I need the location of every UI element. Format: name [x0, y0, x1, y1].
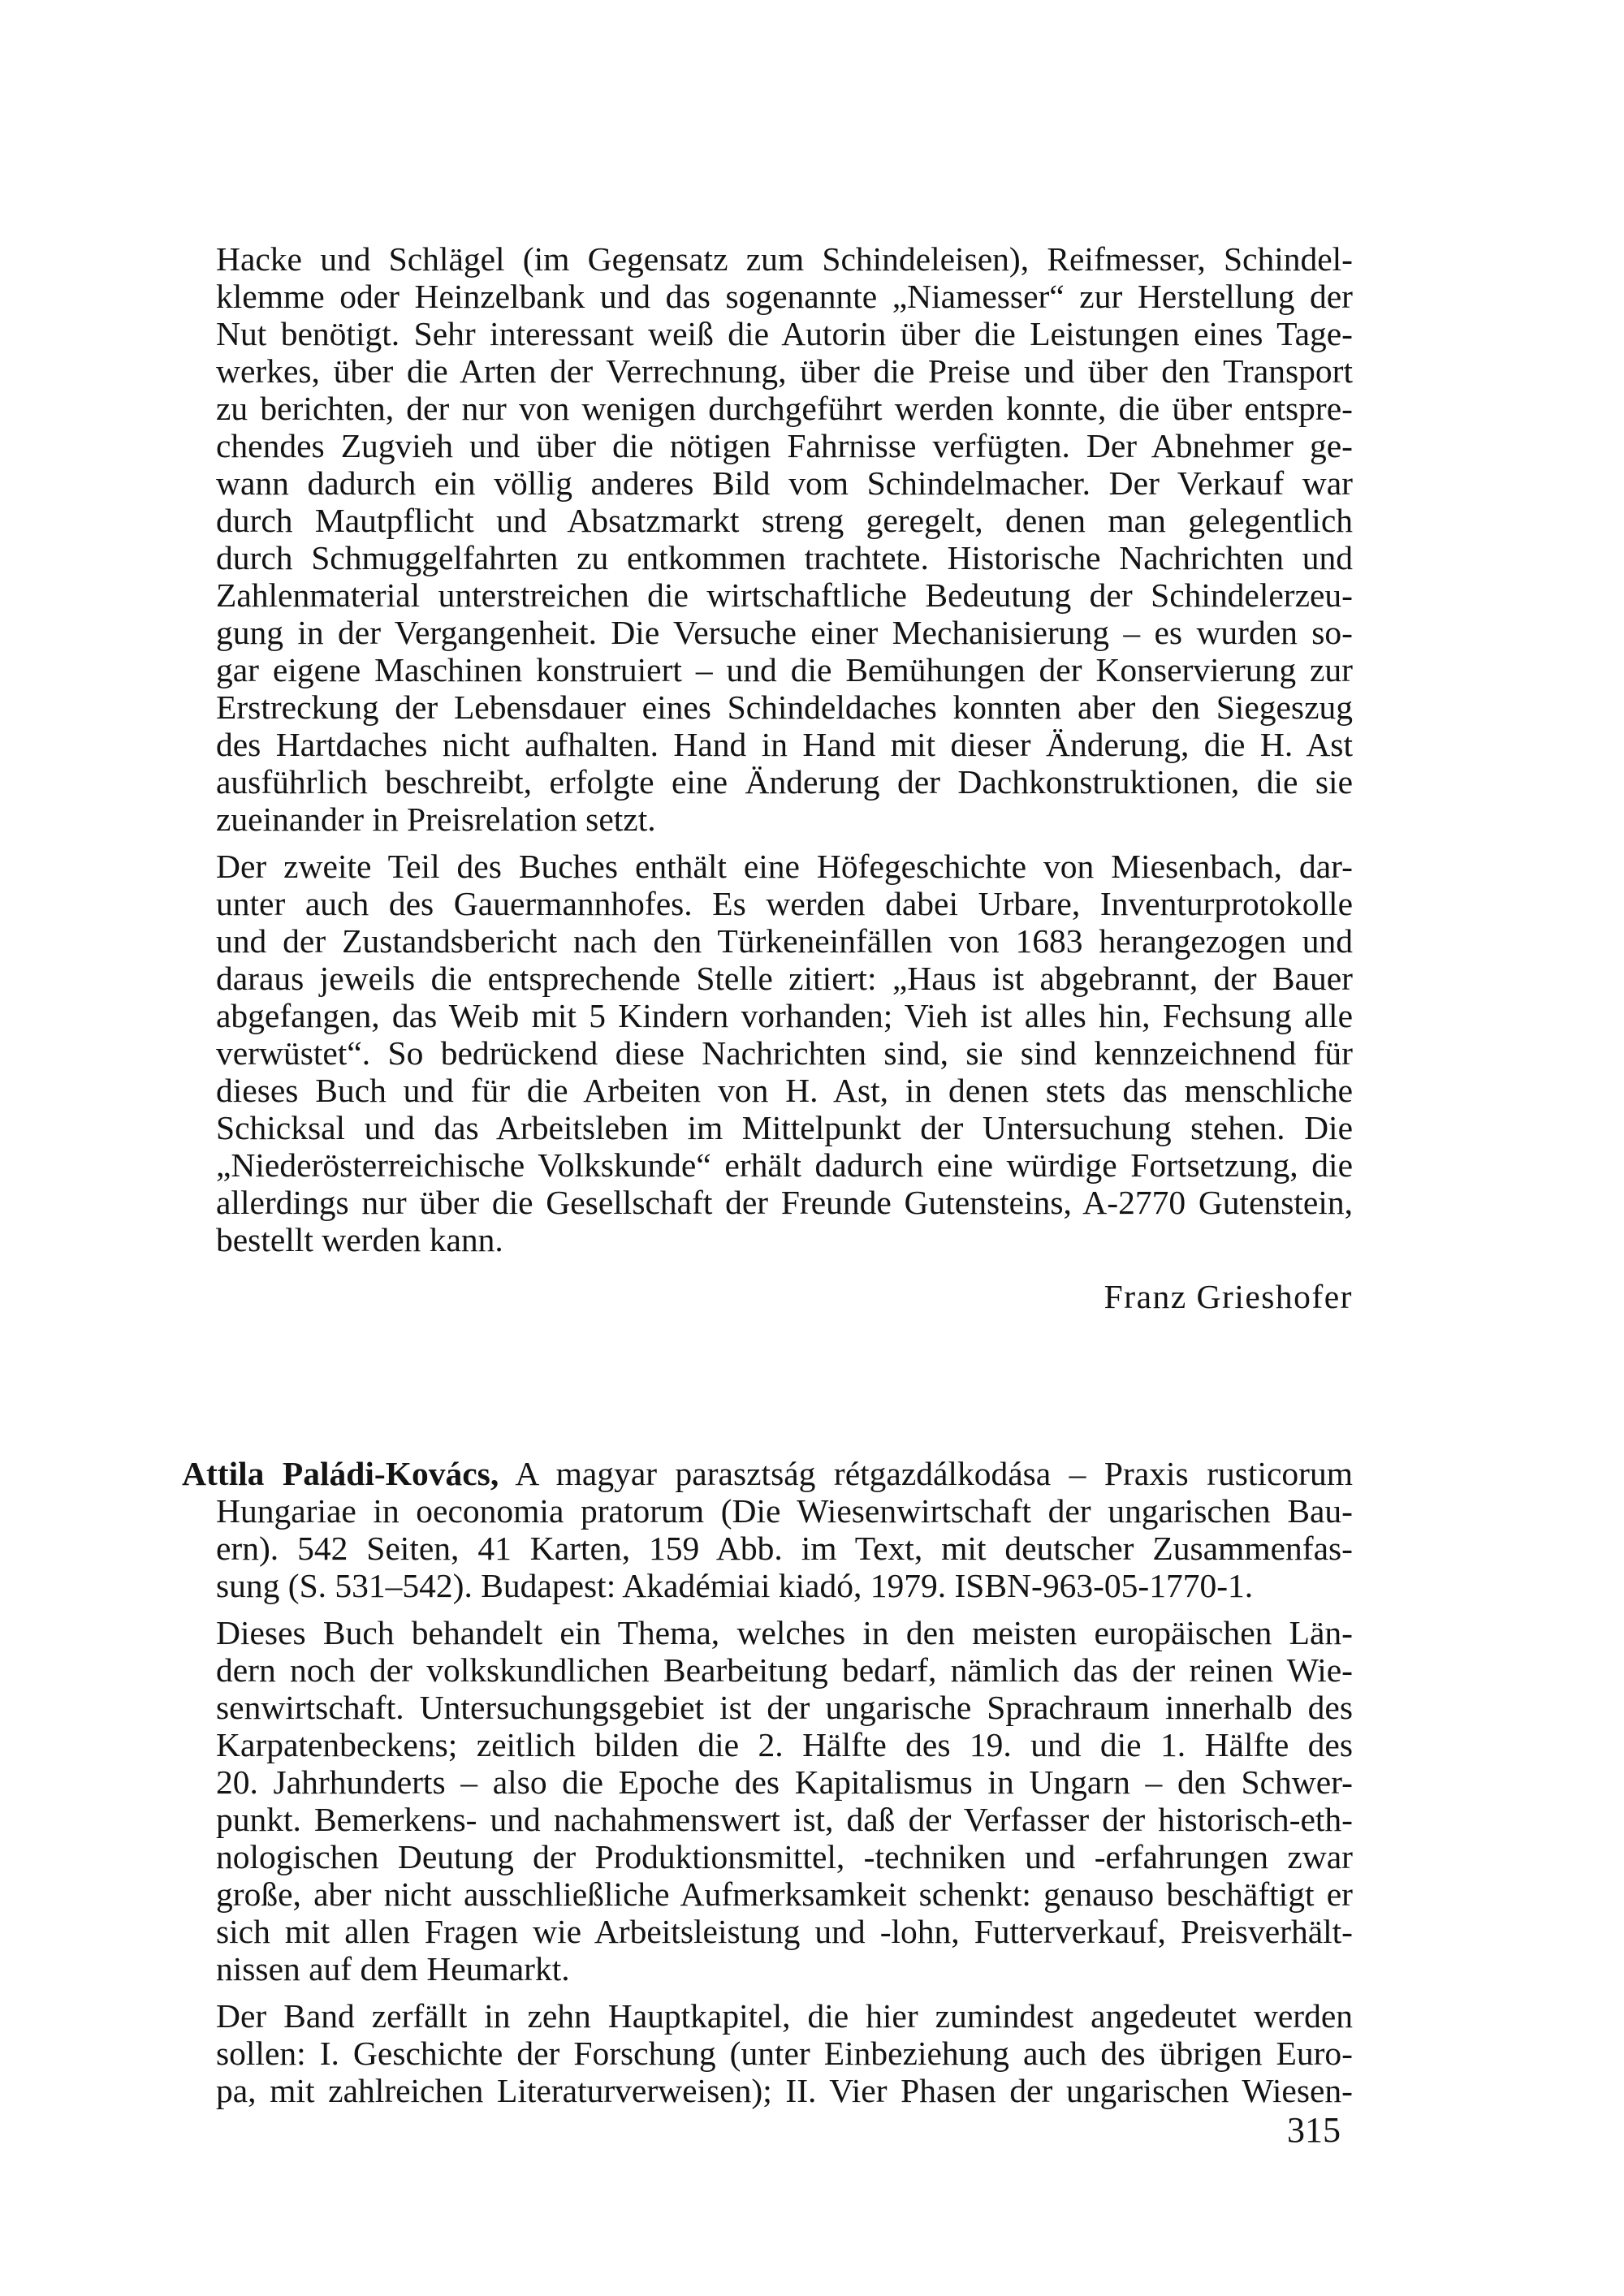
text-line: wann dadurch ein völlig anderes Bild vom Schindelmacher. Der Verkauf war [216, 464, 1353, 502]
text-line: pa, mit zahlreichen Literaturverweisen); II. Vier Phasen der ungarischen Wiesen- [216, 2072, 1353, 2109]
text-line: bestellt werden kann. [216, 1221, 503, 1258]
text-line: Zahlenmaterial unterstreichen die wirtschaftliche Bedeutung der Schindelerzeu- [216, 576, 1353, 614]
text-line: „Niederösterreichische Volkskunde“ erhält dadurch eine würdige Fortsetzung, die [216, 1146, 1353, 1184]
text-line: dieses Buch und für die Arbeiten von H. Ast, in denen stets das menschliche [216, 1072, 1353, 1109]
citation-line: sung (S. 531–542). Budapest: Akadémiai kiadó, 1979. ISBN-963-05-1770-1. [216, 1567, 1254, 1604]
text-line: gar eigene Maschinen konstruiert – und die Bemühungen der Konservierung zur [216, 651, 1353, 688]
review-signature: Franz Grieshofer [1104, 1278, 1353, 1315]
text-line: nissen auf dem Heumarkt. [216, 1950, 570, 1987]
text-line: zu berichten, der nur von wenigen durchgeführt werden konnte, die über entspre- [216, 390, 1353, 427]
text-line: große, aber nicht ausschließliche Aufmerksamkeit schenkt: genauso beschäftigt er [216, 1875, 1353, 1913]
text-line: unter auch des Gauermannhofes. Es werden dabei Urbare, Inventurprotokolle [216, 885, 1353, 922]
text-line: Hacke und Schlägel (im Gegensatz zum Schindeleisen), Reifmesser, Schindel- [216, 240, 1353, 278]
review2-citation [182, 1455, 1353, 1604]
text-line: zueinander in Preisrelation setzt. [216, 801, 656, 838]
book-title: A magyar parasztság rétgazdálkodása – Praxis rusticorum [499, 1455, 1353, 1492]
text-line: senwirtschaft. Untersuchungsgebiet ist der ungarische Sprachraum innerhalb des [216, 1689, 1353, 1726]
text-line: chendes Zugvieh und über die nötigen Fahrnisse verfügten. Der Abnehmer ge- [216, 427, 1353, 464]
text-line: Der Band zerfällt in zehn Hauptkapitel, die hier zumindest angedeutet werden [216, 1997, 1353, 2035]
text-line: ausführlich beschreibt, erfolgte eine Änderung der Dachkonstruktionen, die sie [216, 763, 1353, 801]
text-line: allerdings nur über die Gesellschaft der Freunde Gutensteins, A-2770 Gutenstein, [216, 1184, 1353, 1221]
text-line: Erstreckung der Lebensdauer eines Schindeldaches konnten aber den Siegeszug [216, 688, 1353, 726]
text-line: Schicksal und das Arbeitsleben im Mittelpunkt der Untersuchung stehen. Die [216, 1109, 1353, 1146]
text-line: daraus jeweils die entsprechende Stelle zitiert: „Haus ist abgebrannt, der Bauer [216, 960, 1353, 997]
text-line: Nut benötigt. Sehr interessant weiß die Autorin über die Leistungen eines Tage- [216, 315, 1353, 352]
review2-paragraph-1 [216, 1614, 1353, 1987]
text-line: Der zweite Teil des Buches enthält eine Höfegeschichte von Miesenbach, dar- [216, 848, 1353, 885]
text-line: und der Zustandsbericht nach den Türkeneinfällen von 1683 herangezogen und [216, 922, 1353, 960]
citation-line: ern). 542 Seiten, 41 Karten, 159 Abb. im Text, mit deutscher Zusammenfas- [216, 1530, 1353, 1567]
text-line: des Hartdaches nicht aufhalten. Hand in Hand mit dieser Änderung, die H. Ast [216, 726, 1353, 763]
review2-paragraph-2 [216, 1997, 1353, 2109]
text-line: werkes, über die Arten der Verrechnung, über die Preise und über den Transport [216, 352, 1353, 390]
review1-paragraph-2 [216, 848, 1353, 1258]
text-line: punkt. Bemerkens- und nachahmenswert ist, daß der Verfasser der historisch-eth- [216, 1801, 1353, 1838]
page-number: 315 [1287, 2110, 1341, 2150]
text-line: durch Mautpflicht und Absatzmarkt streng geregelt, denen man gelegentlich [216, 502, 1353, 539]
text-line: 20. Jahrhunderts – also die Epoche des Kapitalismus in Ungarn – den Schwer- [216, 1763, 1353, 1801]
text-line: sich mit allen Fragen wie Arbeitsleistung und -lohn, Futterverkauf, Preisverhält- [216, 1913, 1353, 1950]
text-line: dern noch der volkskundlichen Bearbeitung bedarf, nämlich das der reinen Wie- [216, 1651, 1353, 1689]
text-line: nologischen Deutung der Produktionsmittel, -techniken und -erfahrungen zwar [216, 1838, 1353, 1875]
text-line: Karpatenbeckens; zeitlich bilden die 2. Hälfte des 19. und die 1. Hälfte des [216, 1726, 1353, 1763]
text-line: sollen: I. Geschichte der Forschung (unter Einbeziehung auch des übrigen Euro- [216, 2035, 1353, 2072]
review1-paragraph-1 [216, 240, 1353, 838]
citation-line: Hungariae in oeconomia pratorum (Die Wiesenwirtschaft der ungarischen Bau- [216, 1492, 1353, 1530]
book-author: Attila Paládi-Kovács, [182, 1455, 499, 1492]
citation-line [182, 1455, 1353, 1492]
page-body [182, 240, 1353, 2119]
text-line: abgefangen, das Weib mit 5 Kindern vorhanden; Vieh ist alles hin, Fechsung alle [216, 997, 1353, 1034]
text-line: klemme oder Heinzelbank und das sogenannte „Niamesser“ zur Herstellung der [216, 278, 1353, 315]
text-line: gung in der Vergangenheit. Die Versuche einer Mechanisierung – es wurden so- [216, 614, 1353, 651]
text-line: Dieses Buch behandelt ein Thema, welches in den meisten europäischen Län- [216, 1614, 1353, 1651]
text-line: verwüstet“. So bedrückend diese Nachrichten sind, sie sind kennzeichnend für [216, 1034, 1353, 1072]
text-line: durch Schmuggelfahrten zu entkommen trachtete. Historische Nachrichten und [216, 539, 1353, 576]
